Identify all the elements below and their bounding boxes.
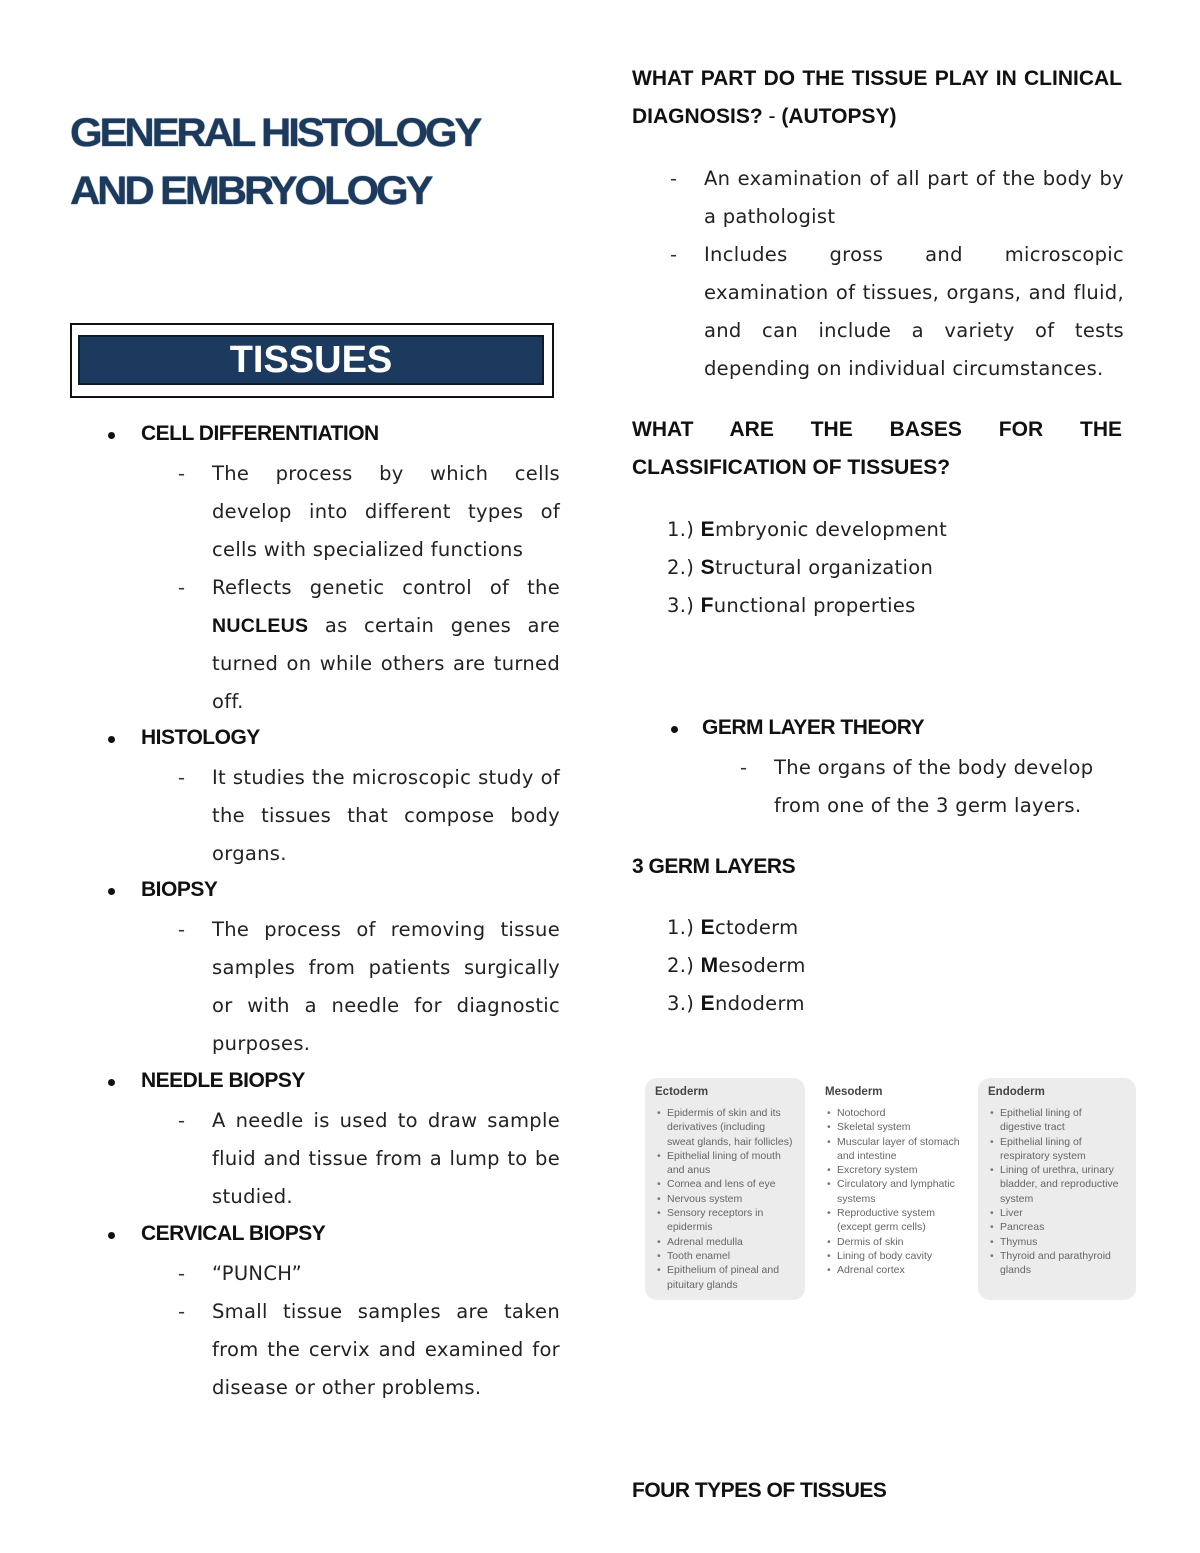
bullet-icon [108, 888, 115, 895]
heading-histology: HISTOLOGY [141, 726, 260, 749]
bullet-icon [108, 432, 115, 439]
germ-list-item: • Thymus [988, 1235, 1126, 1249]
germ-list-item: • Epidermis of skin and its derivatives (including sweat glands, hair follicles) [655, 1106, 795, 1149]
bases-question: WHAT ARE THE BASES FOR THE CLASSIFICATION OF TISSUES? [632, 418, 1122, 479]
heading-needle-biopsy: NEEDLE BIOPSY [141, 1069, 305, 1092]
tissues-banner [70, 323, 554, 398]
heading-germ-layer-theory: GERM LAYER THEORY [702, 716, 925, 739]
list-item: - A needle is used to draw sample fluid and tissue from a lump to be studied. [178, 1109, 560, 1208]
list-item: - The organs of the body develop from one of the 3 germ layers. [740, 756, 1094, 817]
germ-list-item: • Liver [988, 1206, 1126, 1220]
list-item: - Includes gross and microscopic examination of tissues, organs, and fluid, and can include a variety of tests depending on individual circumstances. [670, 243, 1124, 380]
germ-list-item: • Sensory receptors in epidermis [655, 1206, 795, 1235]
heading-3-germ-layers: 3 GERM LAYERS [632, 855, 796, 878]
germ-list-item: • Epithelial lining of respiratory system [988, 1135, 1126, 1164]
germ-list-item: • Muscular layer of stomach and intestine [825, 1135, 960, 1164]
bullet-icon [108, 1232, 115, 1239]
mesoderm-title: Mesoderm [825, 1086, 883, 1098]
germ-list-item: • Notochord [825, 1106, 960, 1120]
heading-biopsy: BIOPSY [141, 878, 218, 901]
bullet-icon [671, 726, 678, 733]
list-item: - “PUNCH” [178, 1262, 303, 1285]
autopsy-question: WHAT PART DO THE TISSUE PLAY IN CLINICAL DIAGNOSIS? - (AUTOPSY) [632, 67, 1122, 128]
tissues-banner-label: TISSUES [78, 335, 544, 385]
heading-four-types-of-tissues: FOUR TYPES OF TISSUES [632, 1479, 887, 1502]
germ-list-item: • Nervous system [655, 1192, 795, 1206]
germ-list-item: • Dermis of skin [825, 1235, 960, 1249]
bullet-icon [108, 736, 115, 743]
list-item: - Small tissue samples are taken from the cervix and examined for disease or other problems. [178, 1300, 560, 1399]
list-item: 2.) Structural organization [667, 556, 934, 579]
endoderm-list [988, 1106, 1126, 1278]
list-item: - The process of removing tissue samples from patients surgically or with a needle for diagnostic purposes. [178, 918, 560, 1055]
ectoderm-title: Ectoderm [655, 1086, 709, 1098]
germ-list-item: • Adrenal cortex [825, 1263, 960, 1277]
germ-list-item: • Skeletal system [825, 1120, 960, 1134]
germ-list-item: • Cornea and lens of eye [655, 1177, 795, 1191]
germ-list-item: • Pancreas [988, 1220, 1126, 1234]
germ-list-item: • Reproductive system (except germ cells) [825, 1206, 960, 1235]
germ-list-item: • Circulatory and lymphatic systems [825, 1177, 960, 1206]
list-item: 3.) Functional properties [667, 594, 916, 617]
heading-cell-differentiation: CELL DIFFERENTIATION [141, 422, 379, 445]
document-title: GENERAL HISTOLOGY AND EMBRYOLOGY [70, 111, 479, 213]
list-item: 1.) Ectoderm [667, 916, 799, 939]
endoderm-title: Endoderm [988, 1086, 1045, 1098]
germ-list-item: • Epithelial lining of digestive tract [988, 1106, 1126, 1135]
list-item: 3.) Endoderm [667, 992, 805, 1015]
ectoderm-panel [645, 1078, 805, 1300]
list-item: - The process by which cells develop into different types of cells with specialized functions [178, 462, 560, 561]
mesoderm-list [825, 1106, 960, 1278]
list-item: 1.) Embryonic development [667, 518, 948, 541]
germ-list-item: • Tooth enamel [655, 1249, 795, 1263]
nucleus-term: NUCLEUS [212, 615, 309, 637]
list-item: 2.) Mesoderm [667, 954, 806, 977]
mesoderm-panel [815, 1078, 970, 1300]
germ-list-item: • Thyroid and parathyroid glands [988, 1249, 1126, 1278]
germ-list-item: • Lining of body cavity [825, 1249, 960, 1263]
list-item: - Reflects genetic control of the NUCLEUS as certain genes are turned on while others are turned off. [178, 576, 560, 713]
germ-list-item: • Epithelial lining of mouth and anus [655, 1149, 795, 1178]
heading-cervical-biopsy: CERVICAL BIOPSY [141, 1222, 326, 1245]
germ-list-item: • Epithelium of pineal and pituitary glands [655, 1263, 795, 1292]
list-item: - An examination of all part of the body by a pathologist [670, 167, 1124, 228]
bullet-icon [108, 1079, 115, 1086]
germ-list-item: • Excretory system [825, 1163, 960, 1177]
germ-list-item: • Lining of urethra, urinary bladder, and reproductive system [988, 1163, 1126, 1206]
germ-list-item: • Adrenal medulla [655, 1235, 795, 1249]
ectoderm-list [655, 1106, 795, 1292]
endoderm-panel [978, 1078, 1136, 1300]
list-item: - It studies the microscopic study of the tissues that compose body organs. [178, 766, 560, 865]
